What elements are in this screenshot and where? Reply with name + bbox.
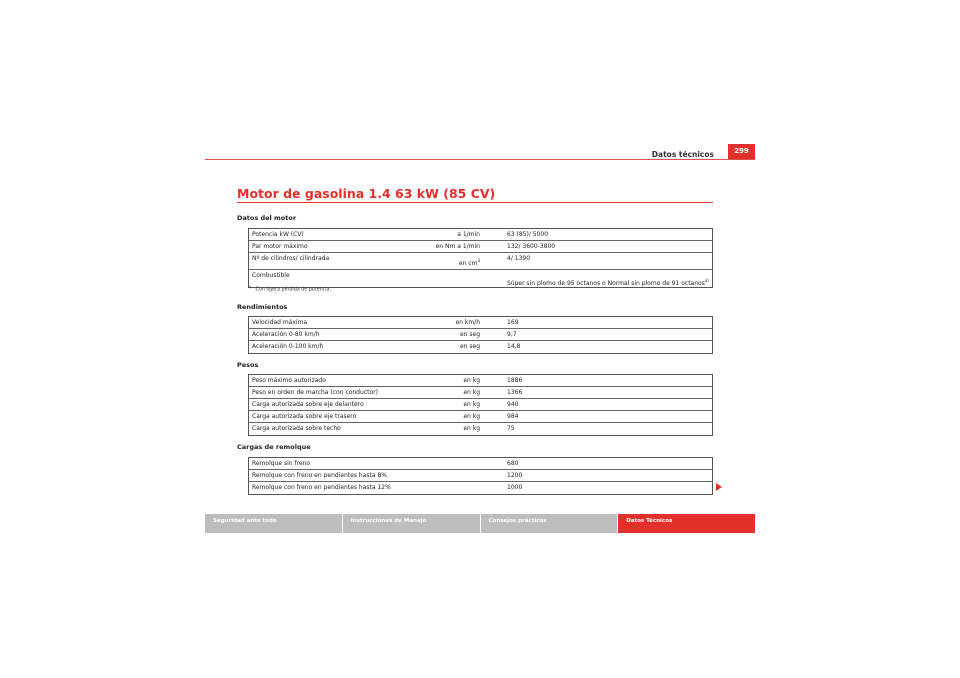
row-label: Peso en orden de marcha (con conductor) [252,389,378,396]
footnote-mark: a) [248,285,252,289]
row-value [507,278,709,287]
section-heading-rendimientos: Rendimientos [237,303,288,311]
table-row [249,317,712,329]
page-title: Motor de gasolina 1.4 63 kW (85 CV) [237,186,496,201]
table-row [249,341,712,353]
row-value: 75 [507,425,515,432]
table-row [249,329,712,341]
row-label: Nº de cilindros/ cilindrada [252,255,330,262]
next-page-arrow-icon[interactable] [716,483,722,491]
row-unit: en km/h [455,319,480,326]
row-label: Carga autorizada sobre eje delantero [252,401,364,408]
page-number-badge: 299 [728,144,755,159]
row-value: 1000 [507,484,523,491]
motor-table [248,228,713,288]
row-label: Carga autorizada sobre eje trasero [252,413,357,420]
row-label: Carga autorizada sobre techo [252,425,341,432]
table-row [249,423,712,435]
table-row [249,411,712,423]
row-value: 63 (85)/ 5000 [507,231,549,238]
title-underline [237,202,713,203]
remolque-table [248,457,713,495]
row-value: 1366 [507,389,523,396]
table-row [249,229,712,241]
row-label: Combustible [252,272,290,279]
tab-datos-tecnicos[interactable]: Datos Técnicos [618,514,755,533]
pesos-table [248,374,713,436]
row-value: 4/ 1390 [507,255,531,262]
row-unit: a 1/min [457,231,480,238]
row-unit: en kg [463,401,480,408]
rendimientos-table [248,316,713,354]
row-label: Par motor máximo [252,243,308,250]
row-value: 680 [507,460,519,467]
row-value: 1200 [507,472,523,479]
section-heading-motor: Datos del motor [237,214,297,222]
running-header-title: Datos técnicos [651,150,714,159]
table-row [249,399,712,411]
row-unit: en kg [463,413,480,420]
table-row [249,375,712,387]
unit-text: en cm [458,260,478,267]
row-label: Potencia kW (CV) [252,231,304,238]
section-heading-pesos: Pesos [237,361,259,369]
row-unit [459,258,480,267]
header-divider [205,159,755,160]
value-text: Súper sin plomo de 95 octanos o Normal sin plomo de 91 octanos [507,280,705,287]
row-value: 132/ 3600-3800 [507,243,556,250]
row-value: 9,7 [507,331,517,338]
table-row [249,470,712,482]
tab-instrucciones[interactable]: Instrucciones de Manejo [343,514,481,533]
tab-consejos[interactable]: Consejos prácticos [481,514,619,533]
footnote-reference: a) [704,278,709,283]
row-label: Remolque con freno en pendientes hasta 8% [252,472,387,479]
row-value: 169 [507,319,519,326]
row-label: Remolque sin freno [252,460,311,467]
row-unit: en kg [463,425,480,432]
row-unit: en Nm a 1/min [435,243,480,250]
row-label: Aceleración 0-100 km/h [252,343,324,350]
table-row [249,458,712,470]
table-row [249,241,712,253]
row-unit: en seg [459,343,480,350]
footnote [248,285,331,293]
table-row [249,387,712,399]
row-label: Aceleración 0-80 km/h [252,331,320,338]
unit-superscript: 3 [477,258,480,263]
section-heading-remolque: Cargas de remolque [237,443,311,451]
row-label: Remolque con freno en pendientes hasta 12% [252,484,391,491]
row-value: 940 [507,401,519,408]
footnote-text: Con ligera pérdida de potencia. [255,287,332,293]
row-label: Velocidad máxima [252,319,308,326]
table-row [249,253,712,270]
row-unit: en kg [463,377,480,384]
row-value: 14,8 [507,343,521,350]
row-label: Peso máximo autorizado [252,377,326,384]
row-unit: en seg [459,331,480,338]
row-unit: en kg [463,389,480,396]
row-value: 1886 [507,377,523,384]
table-row [249,482,712,494]
row-value: 984 [507,413,519,420]
tab-seguridad[interactable]: Seguridad ante todo [205,514,343,533]
chapter-nav-bar [205,514,755,533]
